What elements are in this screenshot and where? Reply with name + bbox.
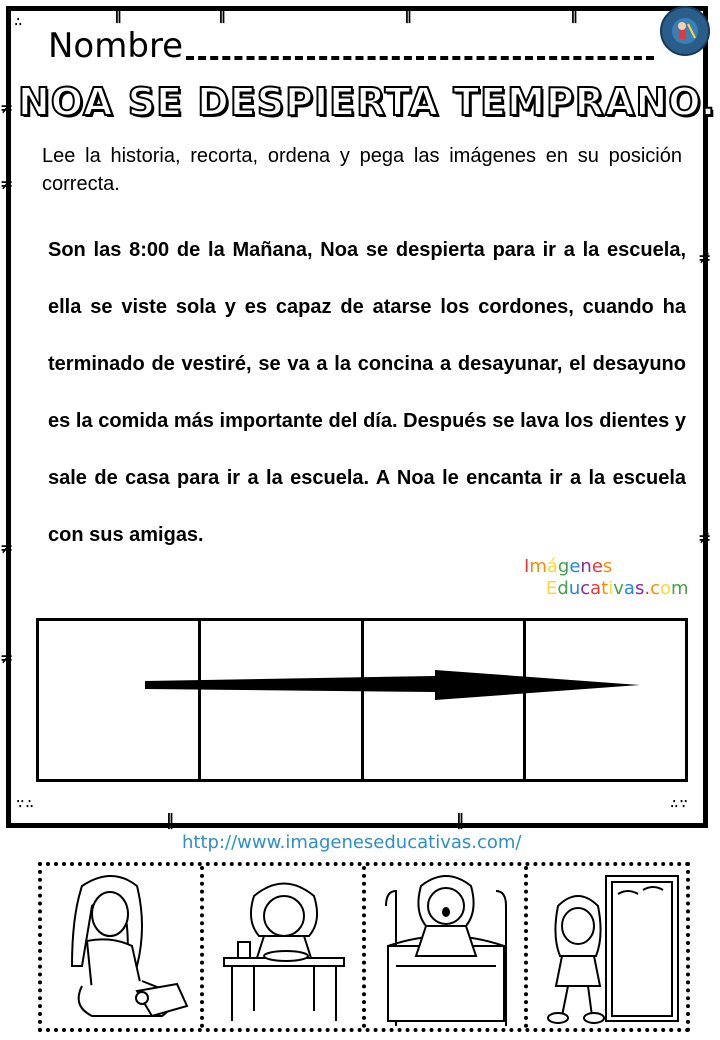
watermark-letter: n (580, 556, 592, 577)
name-label: Nombre (48, 26, 184, 66)
watermark-letter: s (602, 556, 613, 577)
cutout-card-2[interactable] (204, 866, 366, 1028)
watermark-letter: c (650, 578, 660, 599)
sequence-arrow-icon (145, 670, 640, 700)
instructions-text: Lee la historia, recorta, ordena y pega las imágenes en su posición correcta. (42, 145, 682, 195)
frame-tick-mark: ≠ (698, 528, 712, 547)
watermark-letter: c (580, 578, 591, 599)
cutout-cards-strip (38, 862, 690, 1032)
watermark-letter: a (590, 578, 602, 599)
sequence-slot-3[interactable] (364, 621, 526, 779)
story-text: Son las 8:00 de la Mañana, Noa se despierta para ir a la escuela, ella se viste sola y es capaz de atarse los cordones, cuando ha terminado de vestiré, se va a la concina a desayunar, el desayuno es la comida más importante del día. Después se lava los dientes y sale de casa para ir a la escuela. A Noa le encanta ir a la escuela con sus amigas. (48, 239, 686, 546)
watermark-line-2 (524, 578, 689, 600)
watermark-letter: a (623, 578, 635, 599)
frame-tick-mark: ‖ (456, 810, 464, 829)
frame-tick-mark: ‖ (114, 4, 122, 23)
corner-dots: ∴ (14, 14, 24, 30)
watermark-letter: o (659, 578, 671, 599)
watermark-letter: . (644, 578, 651, 599)
watermark-line-1 (524, 556, 689, 578)
corner-dots: ∴∵ (670, 796, 689, 812)
watermark-letter: m (670, 578, 689, 599)
frame-tick-mark: ‖ (218, 4, 226, 23)
girl-eating-breakfast-icon (204, 866, 364, 1028)
frame-tick-mark: ≠ (698, 248, 712, 267)
sequence-grid (36, 618, 688, 782)
girl-tying-shoes-icon (42, 866, 202, 1028)
girl-waking-in-bed-icon (366, 866, 526, 1028)
frame-tick-mark: ≠ (0, 538, 14, 557)
watermark-letter: g (557, 556, 570, 577)
watermark-letter: t (601, 578, 609, 599)
sequence-slot-1[interactable] (39, 621, 201, 779)
site-logo-icon (660, 6, 710, 56)
corner-dots: ∵∴ (16, 796, 35, 812)
frame-tick-mark: ≠ (0, 98, 14, 117)
watermark-letter: m (529, 556, 547, 577)
brand-watermark (524, 556, 689, 600)
cutout-card-1[interactable] (42, 866, 204, 1028)
watermark-letter: i (608, 578, 614, 599)
cutout-card-3[interactable] (366, 866, 528, 1028)
watermark-letter: á (546, 556, 558, 577)
sequence-slot-4[interactable] (526, 621, 685, 779)
watermark-letter: u (568, 578, 581, 599)
cutout-card-4[interactable] (528, 866, 686, 1028)
source-url[interactable]: http://www.imageneseducativas.com/ (182, 832, 522, 853)
watermark-letter: E (546, 578, 558, 599)
frame-tick-mark: ‖ (404, 4, 412, 23)
girl-leaving-house-icon (528, 866, 688, 1028)
watermark-letter: e (591, 556, 603, 577)
watermark-letter: v (613, 578, 624, 599)
sequence-slot-2[interactable] (201, 621, 363, 779)
page-title: NOA SE DESPIERTA TEMPRANO. (18, 80, 717, 124)
frame-tick-mark: ≠ (0, 648, 14, 667)
frame-tick-mark: ‖ (570, 4, 578, 23)
watermark-letter: s (634, 578, 645, 599)
frame-tick-mark: ‖ (166, 810, 174, 829)
frame-tick-mark: ≠ (0, 174, 14, 193)
watermark-letter: d (557, 578, 569, 599)
watermark-letter: I (524, 556, 530, 577)
name-write-line[interactable] (186, 56, 654, 60)
watermark-letter: e (569, 556, 581, 577)
